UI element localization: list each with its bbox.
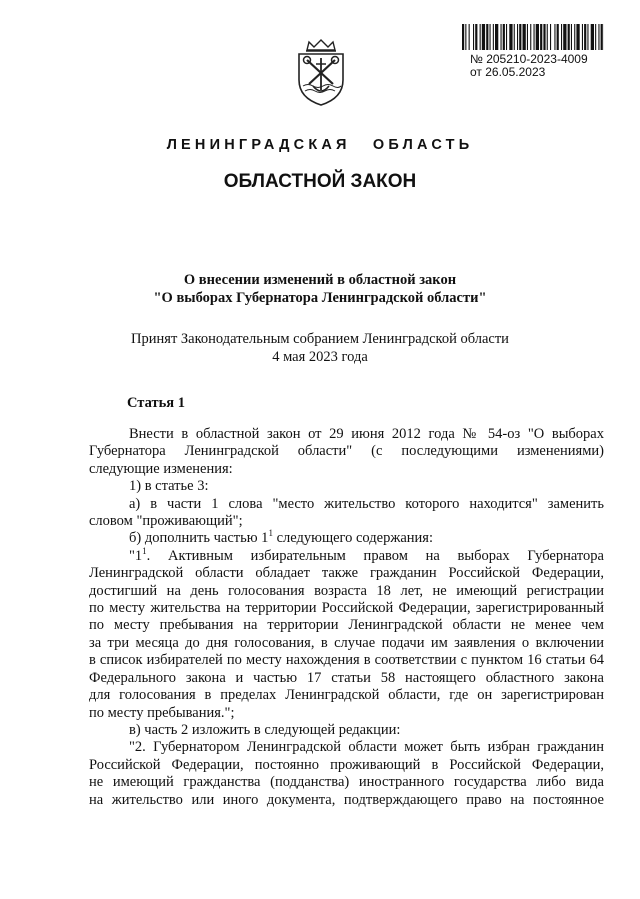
barcode-bar	[523, 24, 526, 50]
barcode-bar	[547, 24, 548, 50]
barcode-bar	[509, 24, 512, 50]
text-line: а) в части 1 слова "место жительство которого находится" заменить	[129, 495, 604, 512]
text-line: Федерального закона и частью 17 статьи 58 настоящего областного закона	[89, 669, 604, 686]
text-line: в список избирателей по месту нахождения в соответствии с пунктом 16 статьи 64	[89, 652, 604, 669]
adoption-date: 4 мая 2023 года	[272, 349, 368, 365]
law-title-line-1: О внесении изменений в областной закон	[183, 272, 457, 288]
registration-block	[470, 53, 588, 79]
barcode-bar	[480, 24, 481, 50]
law-type-heading: ОБЛАСТНОЙ ЗАКОН	[223, 171, 417, 192]
adoption-note	[0, 330, 640, 366]
barcode-bar	[527, 24, 528, 50]
barcode-bar	[530, 24, 531, 50]
text-line: Российской Федерации, постоянно проживающий в Российской Федерации,	[89, 756, 604, 773]
barcode-bar	[473, 24, 474, 50]
barcode-bar	[550, 24, 551, 50]
barcode-bar	[495, 24, 498, 50]
text-line: "2. Губернатором Ленинградской области может быть избран гражданин	[129, 739, 604, 756]
text-fragment: "1	[129, 547, 143, 564]
registration-date: от 26.05.2023	[470, 65, 546, 79]
barcode-bar	[465, 24, 466, 50]
barcode-bar	[587, 24, 588, 50]
text-line: словом "проживающий";	[89, 513, 243, 530]
text-line: следующие изменения:	[89, 460, 233, 477]
text-fragment: б) дополнить частью 1	[129, 530, 269, 547]
text-line	[89, 548, 604, 565]
barcode-bar	[536, 24, 539, 50]
barcode-bar	[514, 24, 515, 50]
barcode-bar	[576, 24, 579, 50]
barcode-bar	[501, 24, 502, 50]
barcode-bar	[493, 24, 494, 50]
text-line: за три месяца до дня голосования, в случае подачи им заявления о включении	[89, 634, 604, 651]
barcode-bar	[584, 24, 586, 50]
barcode-bar	[469, 24, 470, 50]
text-line: по месту жительства на территории Российской Федерации, зарегистрированный	[89, 600, 604, 617]
barcode-bar	[561, 24, 562, 50]
article-body	[89, 426, 604, 809]
text-fragment: . Активным избирательным правом на выборах Губернатора	[146, 547, 604, 564]
text-line: Внести в областной закон от 29 июня 2012 года № 54-оз "О выборах	[129, 426, 604, 442]
barcode-bar	[554, 24, 555, 50]
barcode-bar	[543, 24, 545, 50]
barcode-bar	[517, 24, 518, 50]
barcode-bar	[568, 24, 570, 50]
barcode-bar	[486, 24, 488, 50]
law-title-line-2: "О выборах Губернатора Ленинградской области"	[153, 290, 487, 306]
text-line	[89, 530, 604, 547]
region-name: ЛЕНИНГРАДСКАЯ ОБЛАСТЬ	[166, 137, 474, 153]
barcode-bar	[571, 24, 572, 50]
barcode-bar	[534, 24, 535, 50]
text-line: в) часть 2 изложить в следующей редакции:	[129, 721, 401, 738]
superscript: 1	[268, 528, 273, 539]
barcode-bar	[582, 24, 583, 50]
barcode-bar	[490, 24, 491, 50]
barcode-bar	[574, 24, 575, 50]
barcode-bar	[503, 24, 505, 50]
text-line: по месту пребывания на территории Ленинградской области не менее чем	[89, 617, 604, 634]
adoption-line-1: Принят Законодательным собранием Ленинградской области	[131, 331, 509, 347]
coat-of-arms-icon	[293, 38, 349, 108]
text-line: не имеющий гражданства (подданства) иностранного государства либо вида	[89, 774, 604, 791]
barcode-bar	[519, 24, 521, 50]
barcode-bar	[601, 24, 603, 50]
barcode-bar	[475, 24, 477, 50]
text-line: на жительство или иного документа, подтверждающего право на постоянное	[89, 791, 604, 808]
law-title	[0, 271, 640, 307]
text-line: по месту пребывания.";	[89, 704, 235, 721]
barcode-bar	[506, 24, 507, 50]
barcode-bar	[591, 24, 594, 50]
text-line: Губернатора Ленинградской области" (с последующими изменениями)	[89, 443, 604, 460]
barcode-bar	[598, 24, 599, 50]
barcode-bar	[557, 24, 559, 50]
text-line: достигший на день голосования возраста 18 лет, не имеющий регистрации	[89, 582, 604, 599]
superscript: 1	[142, 546, 147, 557]
registration-number: № 205210-2023-4009	[470, 52, 588, 66]
text-line: 1) в статье 3:	[129, 478, 209, 495]
barcode-bar	[482, 24, 485, 50]
text-fragment: следующего содержания:	[272, 530, 434, 547]
text-line: Ленинградской области обладает также гражданин Российской Федерации,	[89, 565, 604, 582]
barcode-bar	[540, 24, 542, 50]
barcode-bar	[462, 24, 464, 50]
text-line: для голосования в пределах Ленинградской области, где он зарегистрирован	[89, 687, 604, 704]
barcode-bar	[595, 24, 596, 50]
barcode-bar	[563, 24, 566, 50]
article-heading: Статья 1	[127, 395, 185, 411]
barcode-icon	[462, 24, 604, 50]
